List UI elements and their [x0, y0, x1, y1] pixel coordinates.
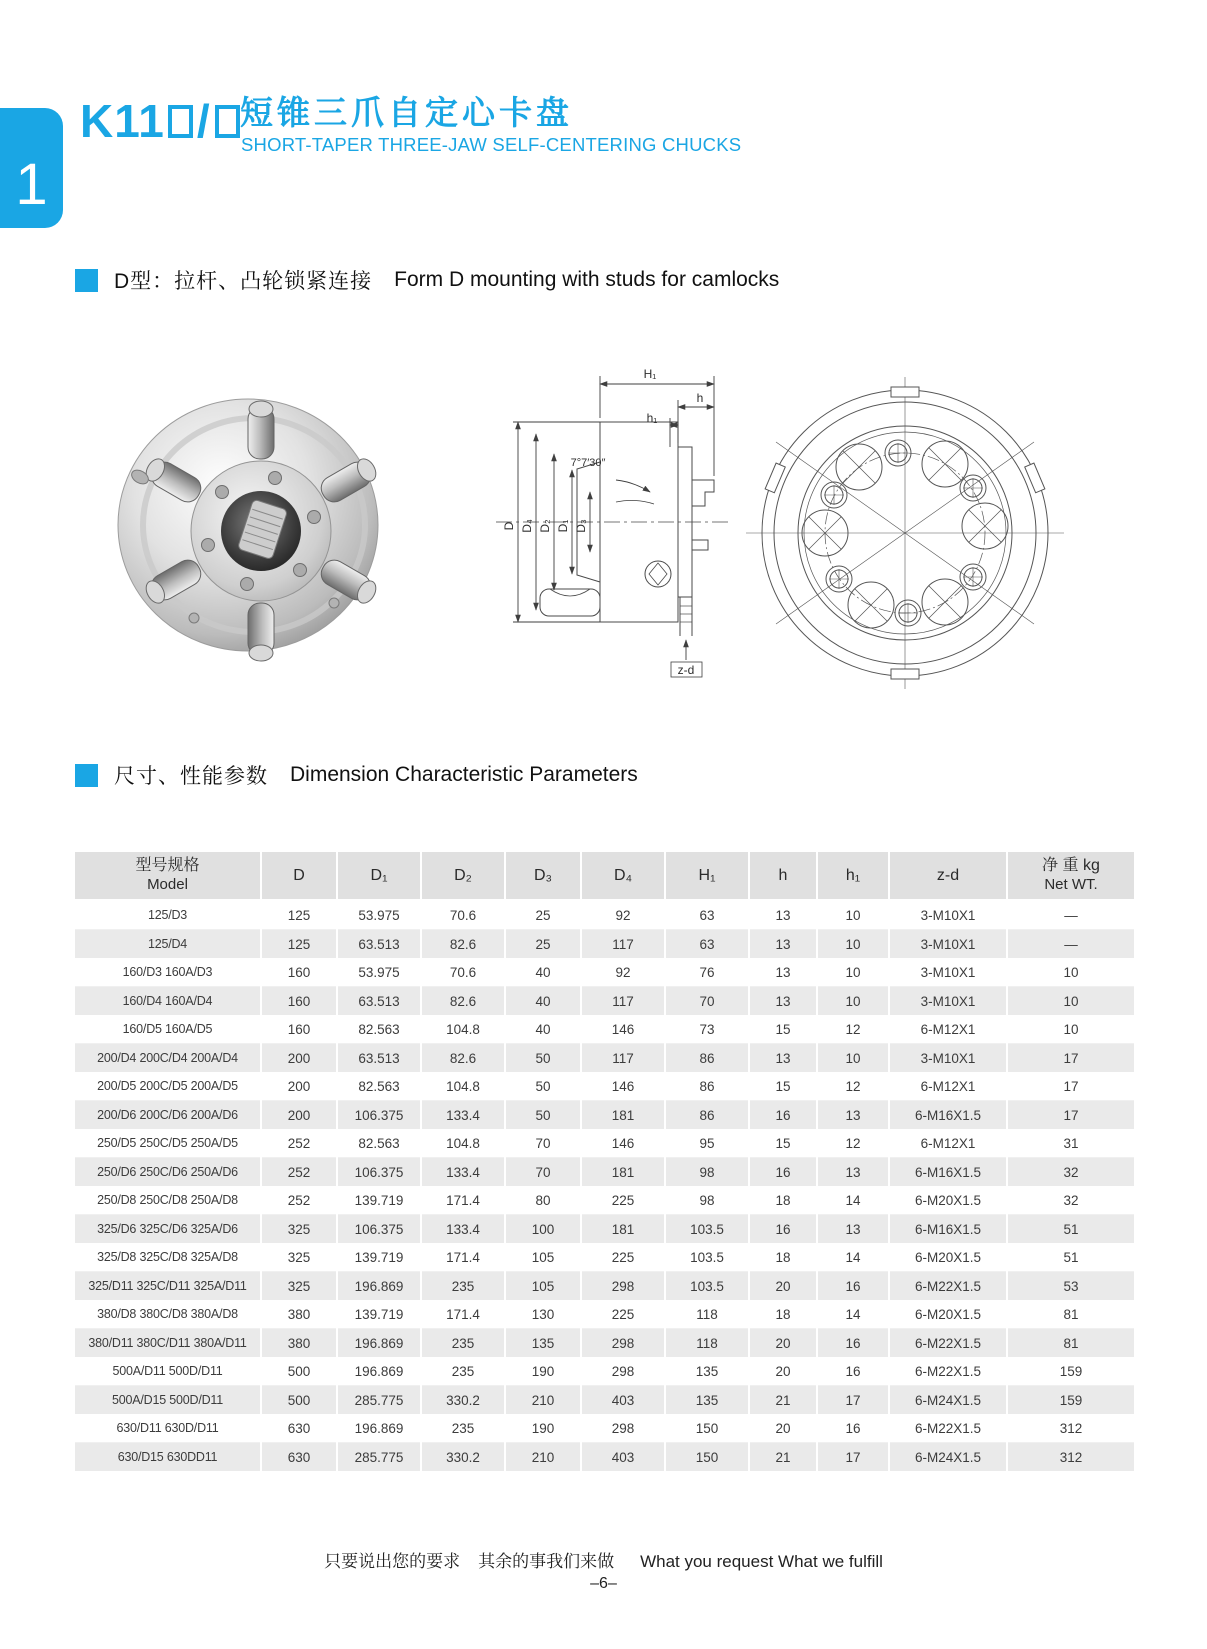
value-cell: 235 [421, 1357, 505, 1386]
value-cell: 13 [749, 987, 817, 1016]
value-cell: 225 [581, 1186, 665, 1215]
column-header: 型号规格 Model [75, 852, 261, 900]
table-row [75, 1329, 1135, 1358]
value-cell: 70 [505, 1158, 581, 1187]
dim-label-D: D [502, 521, 516, 531]
section-dimensions-en: Dimension Characteristic Parameters [290, 763, 638, 786]
value-cell: 13 [749, 930, 817, 959]
spec-table-body [75, 900, 1135, 1471]
value-cell: 285.775 [337, 1443, 421, 1472]
value-cell: 133.4 [421, 1158, 505, 1187]
value-cell: 135 [665, 1386, 749, 1415]
value-cell: 20 [749, 1272, 817, 1301]
value-cell: 63.513 [337, 1044, 421, 1073]
value-cell: 103.5 [665, 1243, 749, 1272]
value-cell: 146 [581, 1015, 665, 1044]
value-cell: 225 [581, 1300, 665, 1329]
value-cell: 3-M10X1 [889, 1044, 1007, 1073]
value-cell: 104.8 [421, 1129, 505, 1158]
table-row [75, 1272, 1135, 1301]
value-cell: 70 [665, 987, 749, 1016]
value-cell: 200 [261, 1072, 337, 1101]
value-cell: 10 [817, 1044, 889, 1073]
value-cell: — [1007, 900, 1135, 930]
footer-slogan-en: What you request What we fulfill [640, 1552, 883, 1571]
value-cell: 10 [817, 930, 889, 959]
value-cell: 31 [1007, 1129, 1135, 1158]
value-cell: 82.6 [421, 1044, 505, 1073]
value-cell: 32 [1007, 1158, 1135, 1187]
header-row [75, 852, 1135, 900]
model-cell: 200/D5 200C/D5 200A/D5 [75, 1072, 261, 1101]
value-cell: 98 [665, 1158, 749, 1187]
value-cell: 285.775 [337, 1386, 421, 1415]
table-row [75, 1357, 1135, 1386]
value-cell: 82.563 [337, 1129, 421, 1158]
table-row [75, 1386, 1135, 1415]
value-cell: 6-M24X1.5 [889, 1443, 1007, 1472]
value-cell: 225 [581, 1243, 665, 1272]
value-cell: 86 [665, 1044, 749, 1073]
value-cell: 252 [261, 1158, 337, 1187]
value-cell: 16 [749, 1158, 817, 1187]
value-cell: 235 [421, 1414, 505, 1443]
value-cell: 80 [505, 1186, 581, 1215]
model-cell: 125/D4 [75, 930, 261, 959]
model-cell: 160/D5 160A/D5 [75, 1015, 261, 1044]
value-cell: 70.6 [421, 900, 505, 930]
value-cell: 103.5 [665, 1215, 749, 1244]
rear-view-drawing [740, 375, 1070, 695]
value-cell: 25 [505, 930, 581, 959]
table-row [75, 1186, 1135, 1215]
value-cell: 76 [665, 958, 749, 987]
value-cell: 14 [817, 1186, 889, 1215]
model-cell: 125/D3 [75, 900, 261, 930]
value-cell: 63.513 [337, 987, 421, 1016]
value-cell: 325 [261, 1243, 337, 1272]
value-cell: 630 [261, 1414, 337, 1443]
value-cell: 104.8 [421, 1015, 505, 1044]
section-mounting-zh: D型：拉杆、凸轮锁紧连接 [114, 270, 373, 293]
value-cell: 6-M22X1.5 [889, 1414, 1007, 1443]
dim-label-h1: h₁ [646, 411, 658, 425]
value-cell: 135 [505, 1329, 581, 1358]
value-cell: 330.2 [421, 1386, 505, 1415]
value-cell: 40 [505, 1015, 581, 1044]
value-cell: 500 [261, 1357, 337, 1386]
value-cell: 130 [505, 1300, 581, 1329]
model-cell: 630/D15 630DD11 [75, 1443, 261, 1472]
column-header: 净 重 kg Net WT. [1007, 852, 1135, 900]
value-cell: 17 [1007, 1044, 1135, 1073]
value-cell: 380 [261, 1329, 337, 1358]
value-cell: 98 [665, 1186, 749, 1215]
value-cell: 53 [1007, 1272, 1135, 1301]
value-cell: 160 [261, 987, 337, 1016]
value-cell: 16 [817, 1414, 889, 1443]
value-cell: 17 [1007, 1101, 1135, 1130]
column-header: D₁ [337, 852, 421, 900]
value-cell: 106.375 [337, 1215, 421, 1244]
value-cell: 12 [817, 1129, 889, 1158]
value-cell: 6-M22X1.5 [889, 1272, 1007, 1301]
value-cell: 100 [505, 1215, 581, 1244]
value-cell: 82.563 [337, 1015, 421, 1044]
value-cell: 104.8 [421, 1072, 505, 1101]
value-cell: 159 [1007, 1386, 1135, 1415]
model-cell: 500A/D15 500D/D11 [75, 1386, 261, 1415]
value-cell: 40 [505, 958, 581, 987]
value-cell: 51 [1007, 1215, 1135, 1244]
table-row [75, 1129, 1135, 1158]
series-separator: / [196, 95, 211, 147]
table-row [75, 930, 1135, 959]
value-cell: 81 [1007, 1329, 1135, 1358]
value-cell: 171.4 [421, 1243, 505, 1272]
value-cell: 181 [581, 1158, 665, 1187]
value-cell: 106.375 [337, 1101, 421, 1130]
value-cell: 403 [581, 1443, 665, 1472]
model-cell: 500A/D11 500D/D11 [75, 1357, 261, 1386]
value-cell: 6-M16X1.5 [889, 1215, 1007, 1244]
value-cell: 13 [749, 1044, 817, 1073]
dim-label-H1: H₁ [643, 367, 657, 381]
value-cell: 73 [665, 1015, 749, 1044]
dim-label-zd: z-d [677, 663, 695, 677]
value-cell: 3-M10X1 [889, 958, 1007, 987]
model-cell: 250/D5 250C/D5 250A/D5 [75, 1129, 261, 1158]
value-cell: 139.719 [337, 1186, 421, 1215]
column-header: h [749, 852, 817, 900]
value-cell: 6-M12X1 [889, 1015, 1007, 1044]
column-header: D₂ [421, 852, 505, 900]
value-cell: 117 [581, 987, 665, 1016]
value-cell: 10 [817, 958, 889, 987]
footer-slogan-zh1: 只要说出您的要求 [324, 1552, 461, 1571]
value-cell: 92 [581, 900, 665, 930]
value-cell: 95 [665, 1129, 749, 1158]
value-cell: 16 [817, 1357, 889, 1386]
model-cell: 325/D11 325C/D11 325A/D11 [75, 1272, 261, 1301]
value-cell: 380 [261, 1300, 337, 1329]
value-cell: 210 [505, 1386, 581, 1415]
value-cell: 139.719 [337, 1243, 421, 1272]
table-row [75, 1414, 1135, 1443]
value-cell: 3-M10X1 [889, 930, 1007, 959]
column-header: z-d [889, 852, 1007, 900]
value-cell: 6-M12X1 [889, 1072, 1007, 1101]
value-cell: 63 [665, 900, 749, 930]
value-cell: 21 [749, 1386, 817, 1415]
table-row [75, 1101, 1135, 1130]
value-cell: 21 [749, 1443, 817, 1472]
value-cell: 235 [421, 1272, 505, 1301]
table-row [75, 1044, 1135, 1073]
section-mounting-header [75, 265, 779, 295]
model-cell: 325/D8 325C/D8 325A/D8 [75, 1243, 261, 1272]
value-cell: 40 [505, 987, 581, 1016]
column-header: D [261, 852, 337, 900]
value-cell: 630 [261, 1443, 337, 1472]
table-row [75, 900, 1135, 930]
footer-slogan [0, 1547, 1207, 1572]
value-cell: 133.4 [421, 1215, 505, 1244]
value-cell: 6-M22X1.5 [889, 1329, 1007, 1358]
value-cell: 18 [749, 1243, 817, 1272]
column-header: h₁ [817, 852, 889, 900]
table-row [75, 958, 1135, 987]
value-cell: 139.719 [337, 1300, 421, 1329]
value-cell: 196.869 [337, 1329, 421, 1358]
value-cell: 50 [505, 1072, 581, 1101]
value-cell: 6-M16X1.5 [889, 1158, 1007, 1187]
value-cell: 125 [261, 930, 337, 959]
value-cell: 200 [261, 1101, 337, 1130]
column-header: D₄ [581, 852, 665, 900]
value-cell: 312 [1007, 1414, 1135, 1443]
value-cell: 106.375 [337, 1158, 421, 1187]
value-cell: 20 [749, 1329, 817, 1358]
page-number: –6– [590, 1575, 617, 1592]
table-row [75, 1443, 1135, 1472]
value-cell: 6-M22X1.5 [889, 1357, 1007, 1386]
value-cell: 10 [817, 900, 889, 930]
value-cell: 17 [1007, 1072, 1135, 1101]
model-placeholder-box [215, 105, 240, 138]
series-prefix: K11 [80, 95, 165, 147]
value-cell: 10 [1007, 987, 1135, 1016]
value-cell: 10 [1007, 1015, 1135, 1044]
value-cell: 117 [581, 930, 665, 959]
model-cell: 160/D3 160A/D3 [75, 958, 261, 987]
value-cell: 82.6 [421, 987, 505, 1016]
value-cell: 6-M20X1.5 [889, 1300, 1007, 1329]
value-cell: 325 [261, 1272, 337, 1301]
table-row [75, 1158, 1135, 1187]
value-cell: 13 [749, 900, 817, 930]
value-cell: 13 [817, 1101, 889, 1130]
value-cell: 235 [421, 1329, 505, 1358]
page-title-en: SHORT-TAPER THREE-JAW SELF-CENTERING CHUCKS [241, 134, 742, 155]
value-cell: 312 [1007, 1443, 1135, 1472]
model-placeholder-box [168, 105, 193, 138]
value-cell: 16 [749, 1101, 817, 1130]
value-cell: 133.4 [421, 1101, 505, 1130]
value-cell: 403 [581, 1386, 665, 1415]
value-cell: 298 [581, 1272, 665, 1301]
value-cell: 196.869 [337, 1357, 421, 1386]
value-cell: 190 [505, 1414, 581, 1443]
value-cell: 92 [581, 958, 665, 987]
table-row [75, 1015, 1135, 1044]
value-cell: 51 [1007, 1243, 1135, 1272]
table-row [75, 987, 1135, 1016]
value-cell: 25 [505, 900, 581, 930]
dim-label-D4: D₄ [520, 519, 534, 533]
value-cell: 81 [1007, 1300, 1135, 1329]
value-cell: 118 [665, 1300, 749, 1329]
value-cell: 298 [581, 1357, 665, 1386]
value-cell: 330.2 [421, 1443, 505, 1472]
spec-table-head [75, 852, 1135, 900]
value-cell: 14 [817, 1243, 889, 1272]
value-cell: 50 [505, 1044, 581, 1073]
column-header: H₁ [665, 852, 749, 900]
value-cell: 3-M10X1 [889, 987, 1007, 1016]
value-cell: 6-M20X1.5 [889, 1243, 1007, 1272]
value-cell: 86 [665, 1101, 749, 1130]
chuck-photo [98, 385, 404, 671]
model-cell: 200/D6 200C/D6 200A/D6 [75, 1101, 261, 1130]
value-cell: 13 [749, 958, 817, 987]
value-cell: 50 [505, 1101, 581, 1130]
value-cell: 325 [261, 1215, 337, 1244]
dim-label-h: h [696, 391, 704, 405]
value-cell: 500 [261, 1386, 337, 1415]
value-cell: 118 [665, 1329, 749, 1358]
value-cell: 117 [581, 1044, 665, 1073]
value-cell: 82.563 [337, 1072, 421, 1101]
value-cell: 16 [817, 1329, 889, 1358]
model-cell: 325/D6 325C/D6 325A/D6 [75, 1215, 261, 1244]
dim-label-D3: D₃ [574, 519, 588, 533]
model-cell: 250/D6 250C/D6 250A/D6 [75, 1158, 261, 1187]
value-cell: 70.6 [421, 958, 505, 987]
value-cell: 13 [817, 1158, 889, 1187]
dim-label-angle: 7°7′30″ [570, 457, 606, 469]
value-cell: 53.975 [337, 900, 421, 930]
value-cell: 17 [817, 1443, 889, 1472]
value-cell: 103.5 [665, 1272, 749, 1301]
value-cell: 196.869 [337, 1272, 421, 1301]
value-cell: 15 [749, 1015, 817, 1044]
value-cell: 252 [261, 1129, 337, 1158]
model-cell: 160/D4 160A/D4 [75, 987, 261, 1016]
value-cell: 18 [749, 1300, 817, 1329]
value-cell: 15 [749, 1072, 817, 1101]
value-cell: 125 [261, 900, 337, 930]
section-mounting-en: Form D mounting with studs for camlocks [394, 268, 780, 291]
table-row [75, 1300, 1135, 1329]
value-cell: 196.869 [337, 1414, 421, 1443]
value-cell: 53.975 [337, 958, 421, 987]
value-cell: 190 [505, 1357, 581, 1386]
dim-label-D2: D₂ [538, 519, 552, 533]
value-cell: 6-M20X1.5 [889, 1186, 1007, 1215]
value-cell: 105 [505, 1243, 581, 1272]
footer-slogan-zh2: 其余的事我们来做 [478, 1552, 615, 1571]
spec-table [75, 852, 1136, 1471]
model-cell: 250/D8 250C/D8 250A/D8 [75, 1186, 261, 1215]
series-code [80, 95, 243, 147]
model-cell: 200/D4 200C/D4 200A/D4 [75, 1044, 261, 1073]
value-cell: 159 [1007, 1357, 1135, 1386]
section-dimensions-header [75, 760, 638, 790]
value-cell: 105 [505, 1272, 581, 1301]
value-cell: 171.4 [421, 1186, 505, 1215]
value-cell: 82.6 [421, 930, 505, 959]
value-cell: 252 [261, 1186, 337, 1215]
value-cell: 15 [749, 1129, 817, 1158]
value-cell: 181 [581, 1215, 665, 1244]
value-cell: 86 [665, 1072, 749, 1101]
value-cell: 70 [505, 1129, 581, 1158]
value-cell: 160 [261, 958, 337, 987]
value-cell: 10 [1007, 958, 1135, 987]
value-cell: 14 [817, 1300, 889, 1329]
value-cell: 150 [665, 1414, 749, 1443]
chapter-number: 1 [15, 152, 48, 217]
value-cell: 3-M10X1 [889, 900, 1007, 930]
value-cell: 17 [817, 1386, 889, 1415]
value-cell: 200 [261, 1044, 337, 1073]
value-cell: 135 [665, 1357, 749, 1386]
value-cell: 146 [581, 1072, 665, 1101]
value-cell: 18 [749, 1186, 817, 1215]
value-cell: 6-M12X1 [889, 1129, 1007, 1158]
section-bullet-icon [75, 764, 98, 787]
model-cell: 630/D11 630D/D11 [75, 1414, 261, 1443]
value-cell: 160 [261, 1015, 337, 1044]
chapter-tab [0, 108, 63, 228]
value-cell: 150 [665, 1443, 749, 1472]
dim-label-D1: D₁ [556, 519, 570, 533]
table-row [75, 1215, 1135, 1244]
value-cell: 16 [749, 1215, 817, 1244]
value-cell: 12 [817, 1015, 889, 1044]
table-row [75, 1243, 1135, 1272]
value-cell: 298 [581, 1414, 665, 1443]
column-header: D₃ [505, 852, 581, 900]
value-cell: 63 [665, 930, 749, 959]
model-cell: 380/D11 380C/D11 380A/D11 [75, 1329, 261, 1358]
model-cell: 380/D8 380C/D8 380A/D8 [75, 1300, 261, 1329]
value-cell: 6-M16X1.5 [889, 1101, 1007, 1130]
page-title-zh: 短锥三爪自定心卡盘 [240, 94, 573, 131]
value-cell: 16 [817, 1272, 889, 1301]
value-cell: — [1007, 930, 1135, 959]
value-cell: 32 [1007, 1186, 1135, 1215]
section-dimensions-zh: 尺寸、性能参数 [114, 765, 268, 788]
section-drawing [430, 352, 730, 692]
table-row [75, 1072, 1135, 1101]
section-bullet-icon [75, 269, 98, 292]
value-cell: 171.4 [421, 1300, 505, 1329]
value-cell: 13 [817, 1215, 889, 1244]
value-cell: 146 [581, 1129, 665, 1158]
value-cell: 6-M24X1.5 [889, 1386, 1007, 1415]
value-cell: 210 [505, 1443, 581, 1472]
value-cell: 10 [817, 987, 889, 1016]
value-cell: 20 [749, 1414, 817, 1443]
value-cell: 12 [817, 1072, 889, 1101]
value-cell: 20 [749, 1357, 817, 1386]
value-cell: 63.513 [337, 930, 421, 959]
value-cell: 298 [581, 1329, 665, 1358]
value-cell: 181 [581, 1101, 665, 1130]
